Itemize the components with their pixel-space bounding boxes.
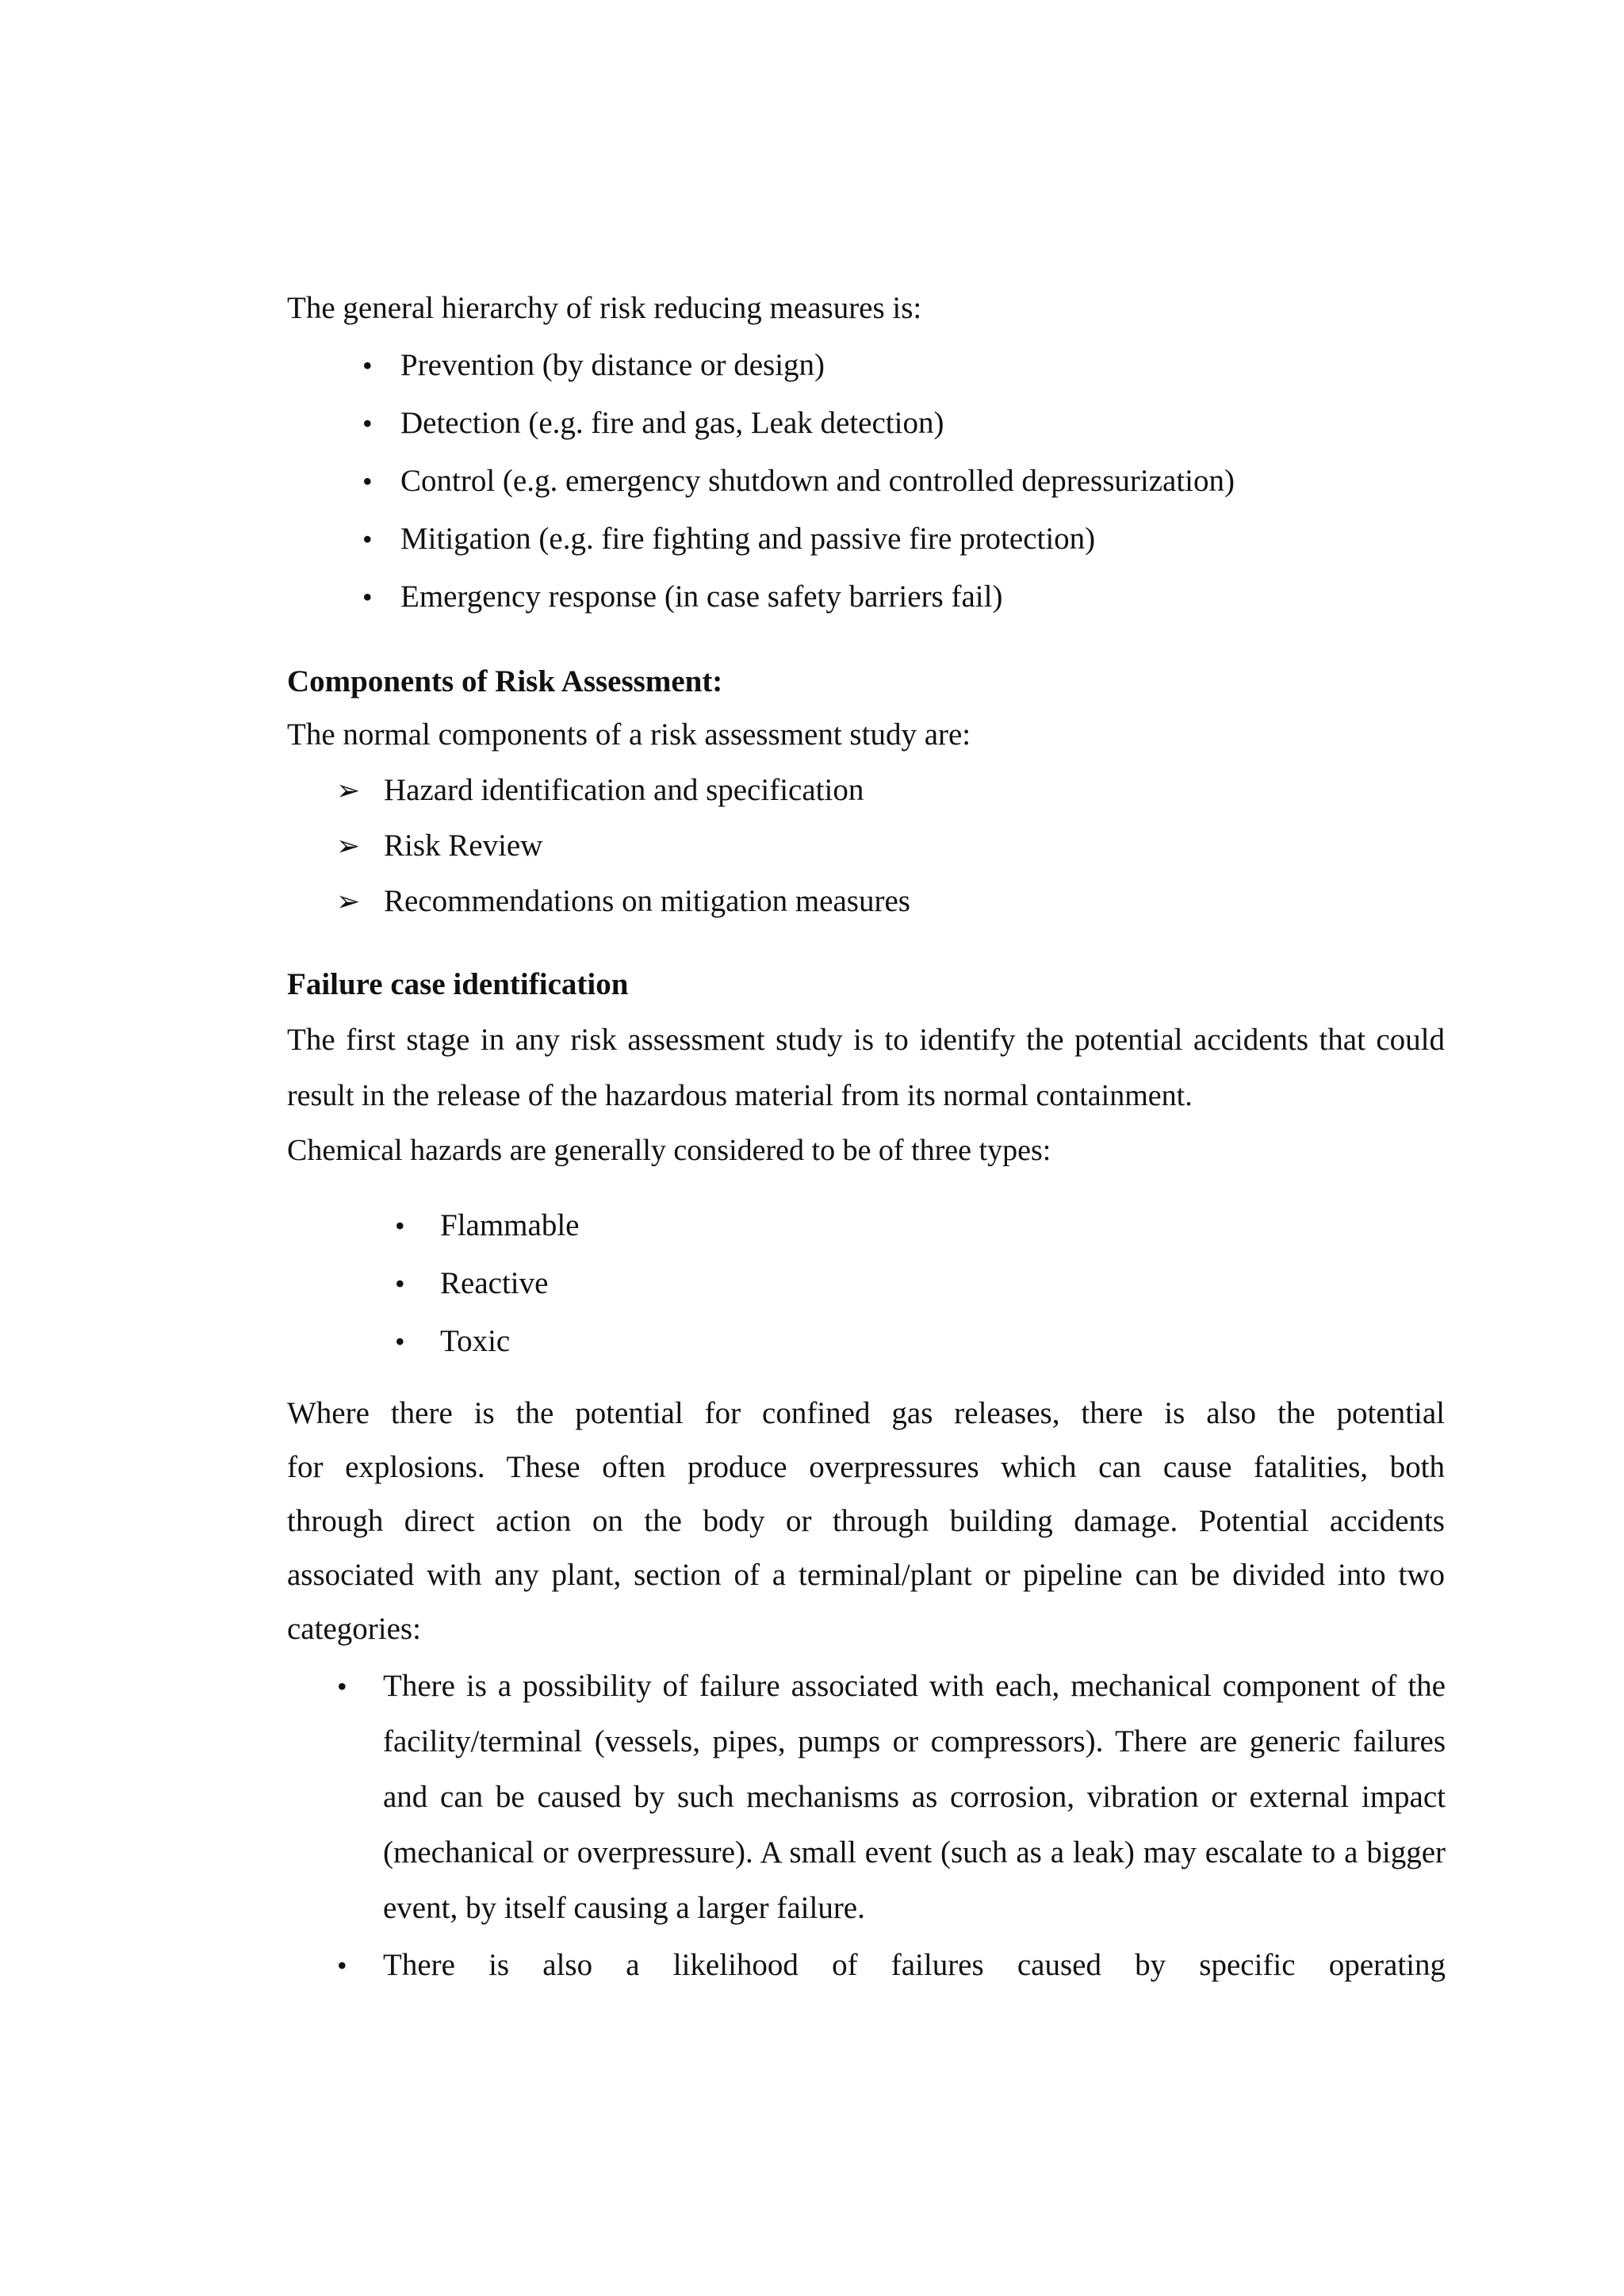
category-line: There is a possibility of failure associated with each, mechanical component of the <box>383 1669 1446 1703</box>
hierarchy-item: Control (e.g. emergency shutdown and controlled depressurization) <box>400 464 1235 498</box>
bullet-icon: • <box>362 523 373 555</box>
hierarchy-item: Emergency response (in case safety barriers fail) <box>400 580 1003 614</box>
failure-para3-line: categories: <box>287 1612 421 1646</box>
hazard-type: Flammable <box>440 1208 580 1242</box>
arrow-bullet-icon: ➢ <box>336 886 361 917</box>
hierarchy-intro: The general hierarchy of risk reducing measures is: <box>287 291 922 325</box>
failure-para3-line: through direct action on the body or through building damage. Potential accidents <box>287 1504 1445 1538</box>
failure-para1-line: The first stage in any risk assessment study is to identify the potential accidents that could <box>287 1023 1445 1057</box>
arrow-bullet-icon: ➢ <box>336 830 361 862</box>
bullet-icon: • <box>362 350 373 381</box>
failure-para3-line: Where there is the potential for confined gas releases, there is also the potential <box>287 1396 1445 1430</box>
hierarchy-item: Mitigation (e.g. fire fighting and passive fire protection) <box>400 522 1096 556</box>
hazard-type: Reactive <box>440 1266 549 1300</box>
bullet-icon: • <box>395 1268 405 1299</box>
components-item: Hazard identification and specification <box>384 773 864 807</box>
hierarchy-item: Detection (e.g. fire and gas, Leak detection) <box>400 406 944 440</box>
components-intro: The normal components of a risk assessment study are: <box>287 718 971 752</box>
components-heading: Components of Risk Assessment: <box>287 664 723 698</box>
bullet-icon: • <box>395 1210 405 1242</box>
arrow-bullet-icon: ➢ <box>336 775 361 806</box>
hazard-type: Toxic <box>440 1324 511 1358</box>
bullet-icon: • <box>337 1950 347 1981</box>
failure-para3-line: for explosions. These often produce overpressures which can cause fatalities, both <box>287 1450 1445 1484</box>
bullet-icon: • <box>337 1670 347 1702</box>
category-line: (mechanical or overpressure). A small event (such as a leak) may escalate to a bigger <box>383 1835 1446 1869</box>
bullet-icon: • <box>395 1326 405 1357</box>
category-line: facility/terminal (vessels, pipes, pumps or compressors). There are generic failures <box>383 1724 1446 1758</box>
failure-para3-line: associated with any plant, section of a terminal/plant or pipeline can be divided into two <box>287 1558 1445 1592</box>
category-line: There is also a likelihood of failures caused by specific operating <box>383 1948 1446 1982</box>
bullet-icon: • <box>362 581 373 613</box>
components-item: Risk Review <box>384 828 543 863</box>
category-line: event, by itself causing a larger failure. <box>383 1891 865 1925</box>
category-line: and can be caused by such mechanisms as corrosion, vibration or external impact <box>383 1780 1446 1814</box>
hierarchy-item: Prevention (by distance or design) <box>400 348 825 382</box>
bullet-icon: • <box>362 465 373 497</box>
failure-heading: Failure case identification <box>287 967 629 1001</box>
failure-para1-line: result in the release of the hazardous material from its normal containment. <box>287 1079 1193 1112</box>
failure-para2: Chemical hazards are generally considered to be of three types: <box>287 1134 1051 1167</box>
components-item: Recommendations on mitigation measures <box>384 884 910 918</box>
bullet-icon: • <box>362 408 373 439</box>
